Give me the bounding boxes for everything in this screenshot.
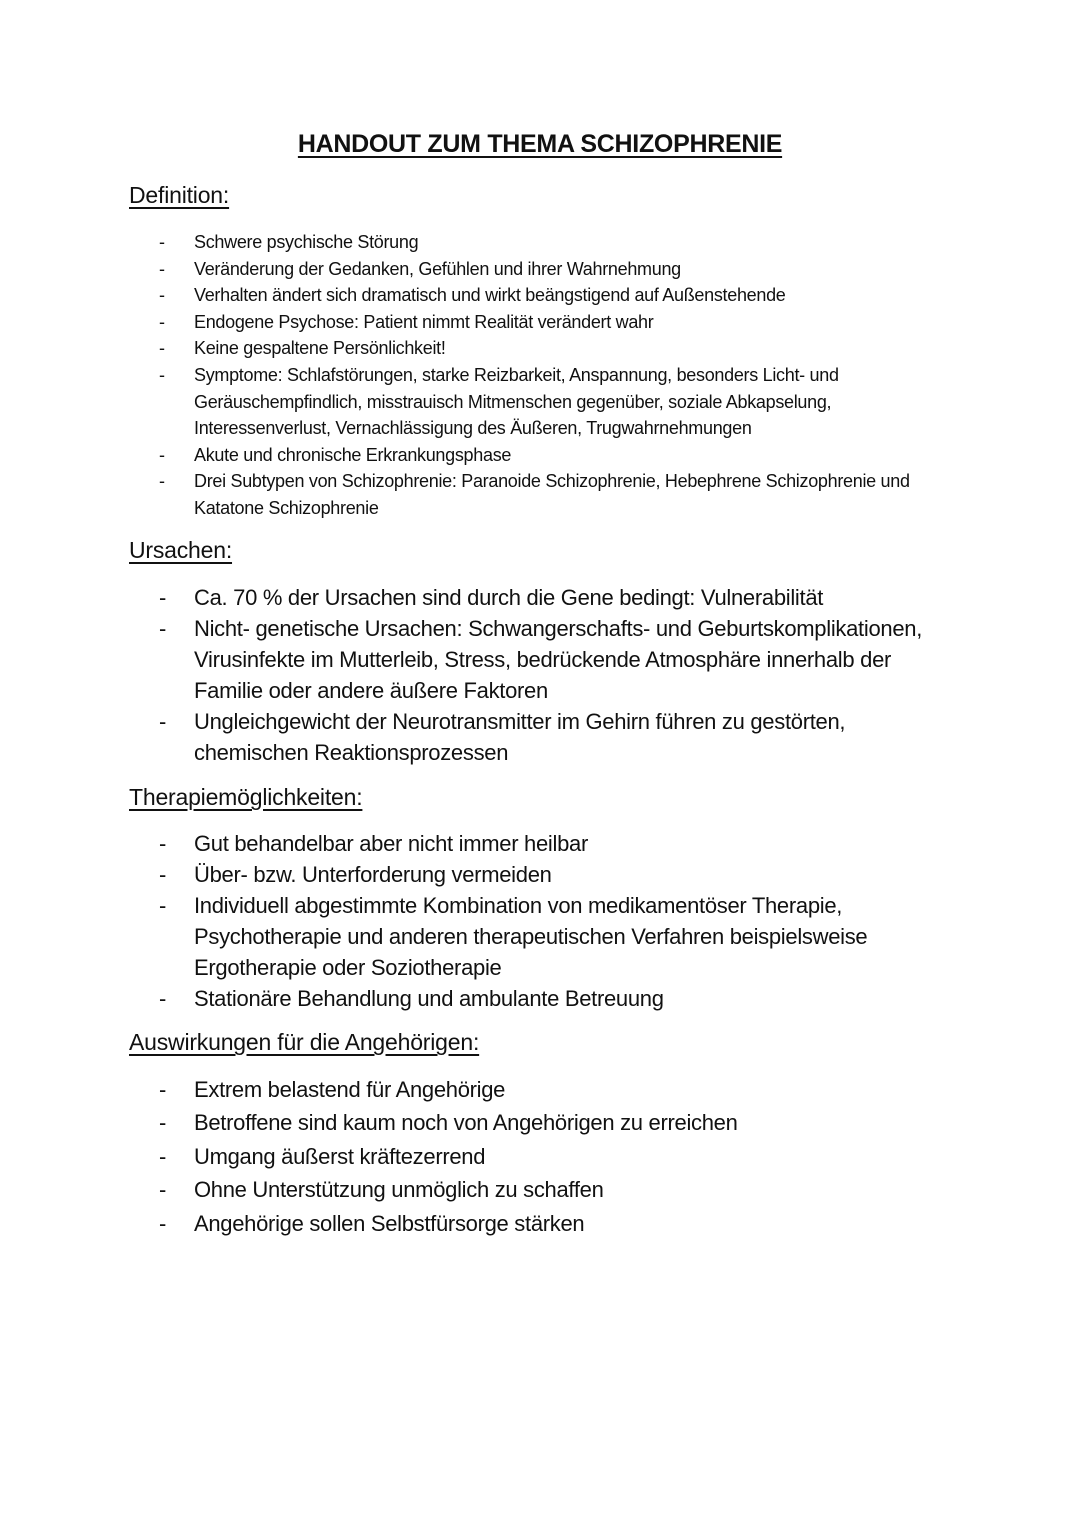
bullet-dash-icon: - <box>159 311 165 332</box>
bullet-dash-icon: - <box>159 585 167 610</box>
list-item: - Verhalten ändert sich dramatisch und wirkt beängstigend auf Außenstehende <box>129 282 959 309</box>
list-item: - Keine gespaltene Persönlichkeit! <box>129 335 959 362</box>
bullet-dash-icon: - <box>159 1143 167 1169</box>
bullet-dash-icon: - <box>159 1077 167 1102</box>
list-item: - Gut behandelbar aber nicht immer heilbar <box>129 828 959 859</box>
list-item: - Veränderung der Gedanken, Gefühlen und ihrer Wahrnehmung <box>129 256 959 283</box>
bullet-dash-icon: - <box>159 232 165 252</box>
bullet-dash-icon: - <box>159 893 167 918</box>
bullet-dash-icon: - <box>159 338 165 359</box>
document-title: HANDOUT ZUM THEMA SCHIZOPHRENIE <box>297 130 783 158</box>
section-heading-ursachen: Ursachen: <box>129 537 233 563</box>
bullet-dash-icon: - <box>159 1210 167 1236</box>
list-item: - Ca. 70 % der Ursachen sind durch die Gene bedingt: Vulnerabilität <box>129 582 959 613</box>
bullet-dash-icon: - <box>159 471 165 492</box>
section-heading-auswirkungen: Auswirkungen für die Angehörigen: <box>129 1029 480 1055</box>
bullet-dash-icon: - <box>159 1177 167 1203</box>
list-item: - Ungleichgewicht der Neurotransmitter im Gehirn führen zu gestörten, chemischen Reaktionsprozessen <box>129 706 959 768</box>
list-item: - Extrem belastend für Angehörige <box>129 1073 959 1106</box>
list-item: - Über- bzw. Unterforderung vermeiden <box>129 859 959 890</box>
bullet-dash-icon: - <box>159 444 165 465</box>
list-item: - Stationäre Behandlung und ambulante Betreuung <box>129 983 959 1014</box>
list-item: - Umgang äußerst kräftezerrend <box>129 1140 959 1173</box>
bullet-dash-icon: - <box>159 364 165 385</box>
section-heading-therapie: Therapiemöglichkeiten: <box>129 784 363 810</box>
list-item: - Symptome: Schlafstörungen, starke Reizbarkeit, Anspannung, besonders Licht- und Geräuschempfindlich, misstrauisch Mitmenschen gegenüber, soziale Abkapselung, Interessenverlust, Vernachlässigung des Äußeren, Trugwahrnehmungen <box>129 362 959 442</box>
list-item: - Nicht- genetische Ursachen: Schwangerschafts- und Geburtskomplikationen, Virusinfekte im Mutterleib, Stress, bedrückende Atmosphäre innerhalb der Familie oder andere äußere Faktoren <box>129 613 959 706</box>
definition-list <box>129 229 959 522</box>
ursachen-list <box>129 582 959 768</box>
auswirkungen-list <box>129 1073 959 1240</box>
list-item: - Angehörige sollen Selbstfürsorge stärken <box>129 1207 959 1240</box>
bullet-dash-icon: - <box>159 986 167 1011</box>
list-item: - Ohne Unterstützung unmöglich zu schaffen <box>129 1173 959 1206</box>
list-item: - Betroffene sind kaum noch von Angehörigen zu erreichen <box>129 1106 959 1139</box>
bullet-dash-icon: - <box>159 709 167 734</box>
list-item: - Drei Subtypen von Schizophrenie: Paranoide Schizophrenie, Hebephrene Schizophrenie und Katatone Schizophrenie <box>129 468 959 521</box>
list-item: - Endogene Psychose: Patient nimmt Realität verändert wahr <box>129 309 959 336</box>
therapie-list <box>129 828 959 1014</box>
list-item: - Schwere psychische Störung <box>129 229 959 256</box>
bullet-dash-icon: - <box>159 831 167 856</box>
bullet-dash-icon: - <box>159 616 167 641</box>
bullet-dash-icon: - <box>159 285 165 306</box>
list-item: - Individuell abgestimmte Kombination von medikamentöser Therapie, Psychotherapie und anderen therapeutischen Verfahren beispielsweise Ergotherapie oder Soziotherapie <box>129 890 959 983</box>
bullet-dash-icon: - <box>159 1110 167 1136</box>
section-heading-definition: Definition: <box>129 182 230 208</box>
bullet-dash-icon: - <box>159 862 167 887</box>
list-item: - Akute und chronische Erkrankungsphase <box>129 442 959 469</box>
bullet-dash-icon: - <box>159 258 165 279</box>
